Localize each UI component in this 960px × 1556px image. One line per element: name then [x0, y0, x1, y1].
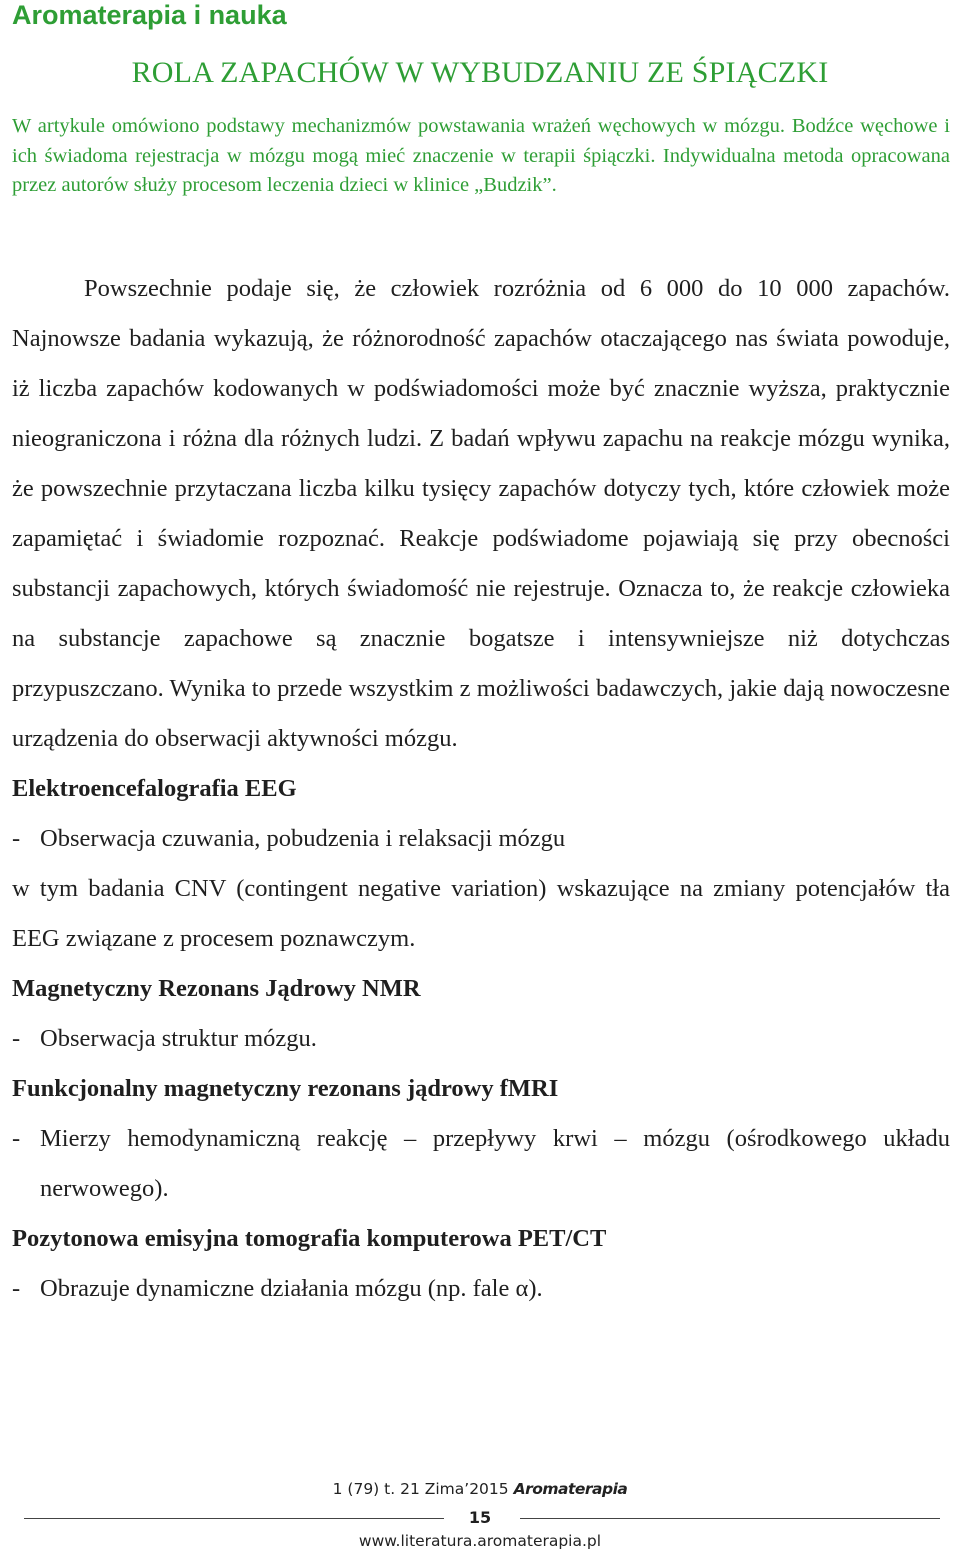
body-paragraph-text: Powszechnie podaje się, że człowiek rozróżnia od 6 000 do 10 000 zapachów. Najnowsze badania wykazują, że różnorodność zapachów otaczającego nas świata powoduje, iż liczba zapachów kodowanych w podświadomości może być znacznie wyższa, praktycznie nieograniczona i różna dla różnych ludzi. Z badań wpływu zapachu na reakcje mózgu wynika, że powszechnie przytaczana liczba kilku tysięcy zapachów dotyczy tych, które człowiek może zapamiętać i świadomie rozpoznać. Reakcje podświadome pojawiają się przy obecności substancji zapachowych, których świadomość nie rejestruje. Oznacza to, że reakcje człowieka na substancje zapachowe są znacznie bogatsze i intensywniejsze niż dotychczas przypuszczano. Wynika to przede wszystkim z możliwości badawczych, jakie dają nowoczesne urządzenia do obserwacji aktywności mózgu. [12, 275, 950, 752]
method-item-text: Obserwacja czuwania, pobudzenia i relaksacji mózgu [40, 825, 566, 852]
footer-issue [0, 1480, 960, 1498]
issue-text: 1 (79) t. 21 Zima’2015 [332, 1480, 509, 1498]
article-title: ROLA ZAPACHÓW W WYBUDZANIU ZE ŚPIĄCZKI [131, 56, 829, 89]
method-item-eeg [12, 814, 950, 864]
method-heading-pet: Pozytonowa emisyjna tomografia komputerowa PET/CT [12, 1225, 607, 1252]
section-label: Aromaterapia i nauka [12, 0, 287, 30]
method-item-text: Obrazuje dynamiczne działania mózgu (np. fale α). [40, 1275, 543, 1302]
page-number: 15 [468, 1508, 492, 1527]
method-item-text: Obserwacja struktur mózgu. [40, 1025, 317, 1052]
method-item-nmr [12, 1014, 950, 1064]
method-extra-eeg: w tym badania CNV (contingent negative variation) wskazujące na zmiany potencjałów tła EEG związane z procesem poznawczym. [12, 875, 950, 952]
method-item-text: Mierzy hemodynamiczną reakcję – przepływy krwi – mózgu (ośrodkowego układu nerwowego). [40, 1125, 950, 1202]
method-heading-fmri: Funkcjonalny magnetyczny rezonans jądrowy fMRI [12, 1075, 559, 1102]
article-body [12, 264, 950, 1314]
method-heading-nmr: Magnetyczny Rezonans Jądrowy NMR [12, 975, 421, 1002]
body-paragraph [12, 264, 950, 764]
aromaterapia-logo: Aromaterapia [513, 1480, 628, 1498]
abstract: W artykule omówiono podstawy mechanizmów powstawania wrażeń węchowych w mózgu. Bodźce węchowe i ich świadoma rejestracja w mózgu mogą mieć znaczenie w terapii śpiączki. Indywidualna metoda opracowana przez autorów służy procesom leczenia dzieci w klinice „Budzik”. [12, 115, 950, 196]
method-item-pet [12, 1264, 950, 1314]
method-item-fmri [12, 1114, 950, 1214]
dash-marker: - [12, 1125, 21, 1152]
dash-marker: - [12, 1275, 21, 1302]
footer-url: www.literatura.aromaterapia.pl [358, 1532, 602, 1550]
dash-marker: - [12, 825, 21, 852]
method-heading-eeg: Elektroencefalografia EEG [12, 775, 297, 802]
dash-marker: - [12, 1025, 21, 1052]
